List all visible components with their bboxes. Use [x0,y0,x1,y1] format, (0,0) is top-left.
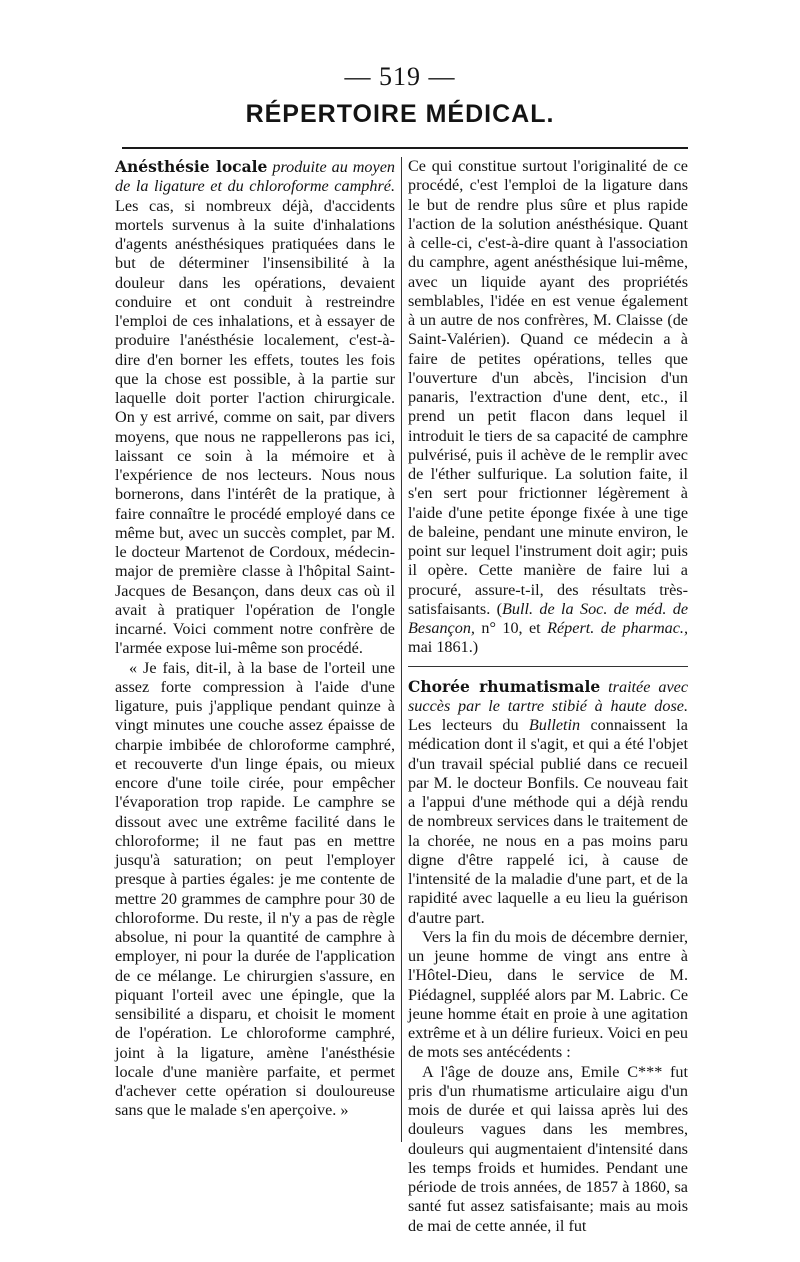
reference-source-repertoire: Répert. de pharmac., [547,619,689,637]
journal-name: Bulletin [528,716,581,734]
article-heading-anesthesie: Anésthésie locale [115,157,268,176]
article-choree-p1 [408,677,688,928]
right-column [408,157,689,1235]
left-column [115,157,395,1121]
article-anesthesie-p3 [408,157,688,658]
article-heading-choree: Chorée rhumatismale [408,676,601,696]
reference-date: mai 1861.) [408,638,479,657]
article-choree-p3: A l'âge de douze ans, Emile C*** fut pris d'un rhumatisme articulaire aigu d'un mois de durée et qui laissa après lui des douleurs vagues dans les membres, douleurs qui augmentaient d'intensité dans les temps froids et humides. Pendant une période de trois années, de 1857 à 1860, sa santé fut assez satisfaisante; mais au mois de mai de cette année, il fut [408,1062,688,1235]
paragraph-text: Ce qui constitue surtout l'originalité de ce procédé, c'est l'emploi de la ligature dans le but de rendre plus sûre et plus rapide l'action de la solution anésthésique. Quant à celle-ci, c'est-à-dire quant à l'association du camphre, agent anésthésique lui-même, avec un liquide ayant des propriétés semblables, l'idée en est venue également à un autre de nos confrères, M. Claisse (de Saint-Valérien). Quand ce médecin a à faire de petites opérations, telles que l'ouverture d'un abcès, l'incision d'un panaris, l'extraction d'une dent, etc., il prend un petit flacon dans lequel il introduit le tiers de sa capacité de camphre pulvérisé, puis il achève de le remplir avec de l'éther sulfurique. La solution faite, il s'en sert pour frictionner légèrement à l'aide d'une petite éponge fixée à une tige de baleine, pendant une minute environ, le point sur lequel l'instrument doit agir; puis il opère. Cette manière de faire lui a procuré, assure-t-il, des résultats très-satisfaisants. [408,157,688,618]
article-anesthesie-p1 [115,157,395,659]
article-anesthesie-p2: « Je fais, dit-il, à la base de l'orteil une assez forte compression à l'aide d'une ligature, puis j'applique pendant quinze à vingt minutes une couche assez épaisse de charpie imbibée de chloroforme camphré, et recouverte d'un linge épais, ou mieux encore d'une toile cirée, pour empêcher l'évaporation trop rapide. Le camphre se dissout avec une extrême facilité dans le chloroforme; il ne faut pas en mettre jusqu'à saturation; on peut l'employer presque à parties égales: je me contente de mettre 20 grammes de camphre pour 30 de chloroforme. Du reste, il n'y a pas de règle absolue, ni pour la quantité de camphre à employer, ni pour la durée de l'application de ce mélange. Le chirurgien s'assure, en piquant l'orteil avec une épingle, que la sensibilité a disparu, et choisit le moment de l'opération. Le chloroforme camphré, joint à la ligature, amène l'anésthésie locale d'une manière parfaite, et permet d'achever cette opération si douloureuse sans que le malade s'en aperçoive. » [115,658,395,1120]
paragraph-text: Les cas, si nombreux déjà, d'accidents mortels survenus à la suite d'inhalations d'agents anésthésiques pratiquées dans le but de déterminer l'insensibilité à la douleur dans les opérations, devaient conduire et ont conduit à restreindre l'emploi de ces inhalations, et à essayer de produire l'anésthésie localement, c'est-à-dire d'en borner les effets, toutes les fois que la chose est possible, à la partie sur laquelle doit porter l'action chirurgicale. On y est arrivé, comme on sait, par divers moyens, que nous ne rappellerons pas ici, laissant ce soin à la mémoire et à l'expérience de nos lecteurs. Nous nous bornerons, dans l'intérêt de la pratique, à faire connaître le procédé employé dans ce même but, avec un succès complet, par M. le docteur Martenot de Cordoux, médecin-major de première classe à l'hôpital Saint-Jacques de Besançon, dans deux cas où il avait à pratiquer l'opération de l'ongle incarné. Voici comment notre confrère de l'armée expose lui-même son procédé. [115,196,395,658]
column-divider [401,157,402,1142]
paragraph-text: connaissent la médication dont il s'agit, et qui a été l'objet d'un travail spécial publié dans ce recueil par M. le docteur Bonfils. Ce nouveau fait a l'appui d'une méthode qui a déjà rendu de nombreux services dans le traitement de la chorée, ne nous en a pas moins paru digne d'être rappelé ici, à cause de l'intensité de la maladie d'une part, et de la rapidité avec laquelle a eu lieu la guérison d'autre part. [408,716,688,927]
article-choree-p2: Vers la fin du mois de décembre dernier, un jeune homme de vingt ans entre à l'Hôtel-Dieu, dans le service de M. Piédagnel, suppléé alors par M. Labric. Ce jeune homme était en proie à une agitation extrême et à un délire furieux. Voici en peu de mots ses antécédents : [408,927,688,1062]
title-rule [122,147,688,149]
page-number: — 519 — [344,62,456,91]
paragraph-text: Les lecteurs du [408,716,519,734]
reference-number: n° 10, et [481,619,541,637]
reference-open: ( [496,599,503,618]
page-title: RÉPERTOIRE MÉDICAL. [245,100,555,128]
article-separator-rule [408,666,688,667]
article-subtitle-choree: traitée avec succès par le tartre stibié à haute dose. [408,677,689,715]
reference-source-bulletin: Bull. de la Soc. de méd. de Besançon, [408,599,689,637]
article-subtitle-anesthesie: produite au moyen de la ligature et du chloroforme camphré. [115,158,395,196]
